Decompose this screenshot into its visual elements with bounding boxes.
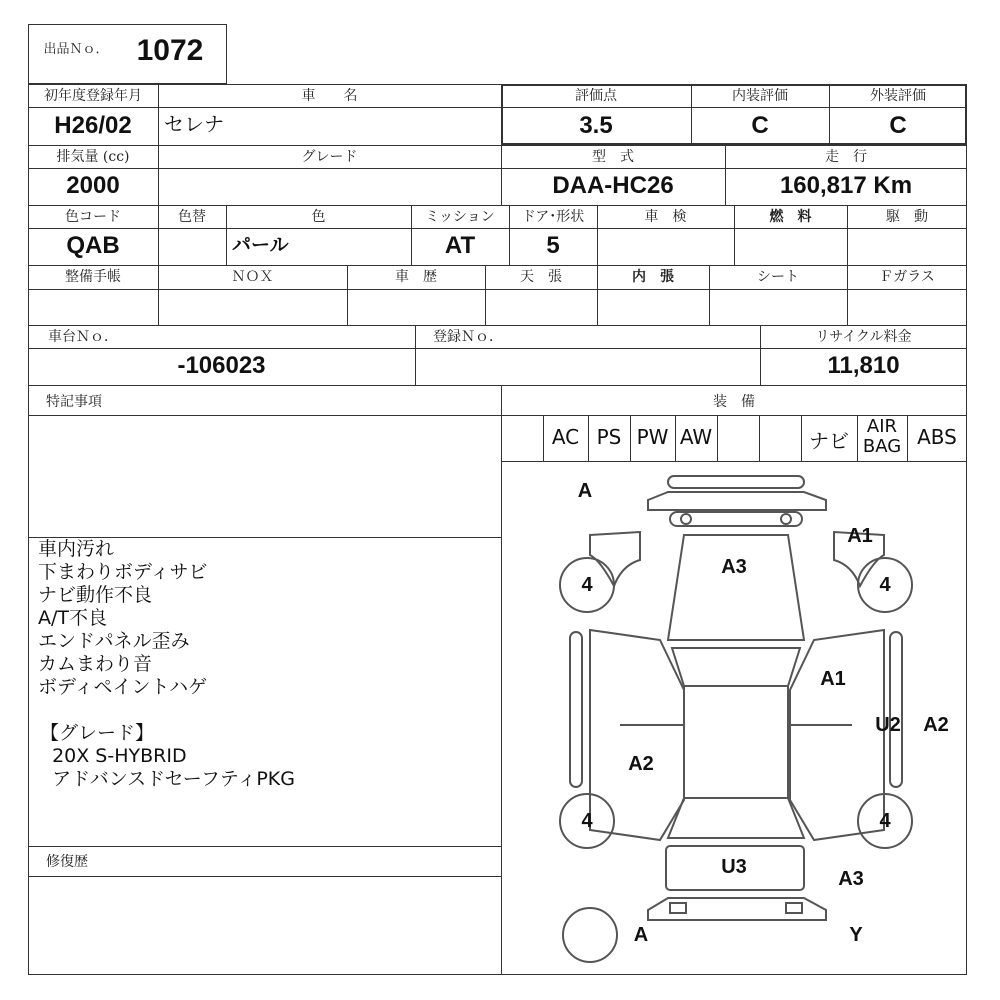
maintenance-book-label: 整備手帳 <box>65 269 121 285</box>
recycle-fee-label: リサイクル料金 <box>815 329 912 345</box>
car-name-value: セレナ <box>164 114 224 136</box>
equipment-aw: AW <box>679 425 713 449</box>
registration-number-label: 登録Ｎｏ． <box>433 329 503 345</box>
note-line: 下まわりボディサビ <box>38 561 208 583</box>
first-registration-value: H26/02 <box>54 112 132 139</box>
interior-grade-value: C <box>751 112 769 139</box>
door-shape-value: 5 <box>546 232 560 259</box>
mileage-value: 160,817 Km <box>779 172 913 199</box>
note-line: 20X S-HYBRID <box>40 745 187 767</box>
note-line: カムまわり音 <box>38 653 153 675</box>
damage-front-right-fender: A1 <box>847 525 873 547</box>
car-name-label: 車 名 <box>301 88 358 104</box>
damage-left-rear-door: A2 <box>628 753 654 775</box>
damage-hood: A3 <box>721 556 747 578</box>
inspection-label: 車 検 <box>644 209 687 225</box>
damage-rear-gate: U3 <box>721 856 747 878</box>
nox-label: ＮＯＸ <box>231 269 274 285</box>
fuel-label: 燃 料 <box>769 209 812 225</box>
drive-label: 駆 動 <box>886 209 928 225</box>
chassis-number-label: 車台Ｎｏ． <box>48 329 118 345</box>
seat-label: シート <box>757 269 799 285</box>
repair-history-label: 修復歴 <box>46 854 88 870</box>
displacement-value: 2000 <box>66 172 120 199</box>
vehicle-history-label: 車 歴 <box>395 269 437 285</box>
note-line: ボディペイントハゲ <box>38 676 208 698</box>
tire-rear-right: 4 <box>879 810 891 832</box>
lot-number-value: 1072 <box>136 34 204 67</box>
equipment-navi: ナビ <box>809 429 849 453</box>
note-line: 車内汚れ <box>38 538 115 560</box>
mission-value: AT <box>444 232 476 259</box>
first-registration-label: 初年度登録年月 <box>44 88 142 104</box>
color-label: 色 <box>311 209 326 225</box>
displacement-label: 排気量 (cc) <box>56 149 130 165</box>
tire-front-right: 4 <box>879 574 891 596</box>
damage-rear-right: A3 <box>838 868 864 890</box>
equipment-label: 装 備 <box>713 394 755 410</box>
front-glass-label: Ｆガラス <box>879 269 935 285</box>
note-line: アドバンスドセーフティPKG <box>40 768 295 790</box>
recycle-fee-value: 11,810 <box>827 352 900 379</box>
damage-right-rear: A2 <box>923 714 949 736</box>
note-line: A/T不良 <box>38 607 108 629</box>
door-shape-label: ドア･形状 <box>521 209 585 225</box>
tire-front-left: 4 <box>581 574 593 596</box>
color-code-value: QAB <box>66 232 120 259</box>
recolor-label: 色替 <box>178 209 206 225</box>
damage-rear-bumper: A <box>633 924 649 946</box>
model-value: DAA-HC26 <box>552 172 674 199</box>
score-value: 3.5 <box>579 112 613 139</box>
exterior-grade-value: C <box>889 112 907 139</box>
grade-label: グレード <box>301 149 358 165</box>
color-code-label: 色コード <box>65 209 121 225</box>
mission-label: ミッション <box>425 209 495 225</box>
exterior-grade-label: 外装評価 <box>870 88 926 104</box>
color-value: パール <box>232 235 289 256</box>
note-line: 【グレード】 <box>40 722 155 744</box>
notes-label: 特記事項 <box>46 394 102 410</box>
roof-lining-label: 天 張 <box>520 269 562 285</box>
damage-rear-bumper-right: Y <box>849 924 863 946</box>
note-line: エンドパネル歪み <box>38 630 190 652</box>
equipment-ac: AC <box>551 425 580 449</box>
interior-grade-label: 内装評価 <box>732 88 788 104</box>
equipment-pw: PW <box>636 425 669 449</box>
chassis-number-value: -106023 <box>177 352 266 379</box>
note-line: ナビ動作不良 <box>38 584 153 606</box>
damage-right-front-door: A1 <box>820 668 846 690</box>
equipment-airbag: AIR BAG <box>862 416 902 457</box>
damage-front-center: A <box>577 480 593 502</box>
equipment-ps: PS <box>596 425 622 449</box>
score-label: 評価点 <box>575 88 617 104</box>
interior-lining-label: 内 張 <box>632 269 674 285</box>
mileage-label: 走 行 <box>825 149 867 165</box>
model-label: 型 式 <box>592 149 634 165</box>
lot-number-label: 出品Ｎｏ． <box>43 42 109 57</box>
equipment-abs: ABS <box>917 425 957 449</box>
damage-right-rocker: U2 <box>875 714 901 736</box>
tire-rear-left: 4 <box>581 810 593 832</box>
